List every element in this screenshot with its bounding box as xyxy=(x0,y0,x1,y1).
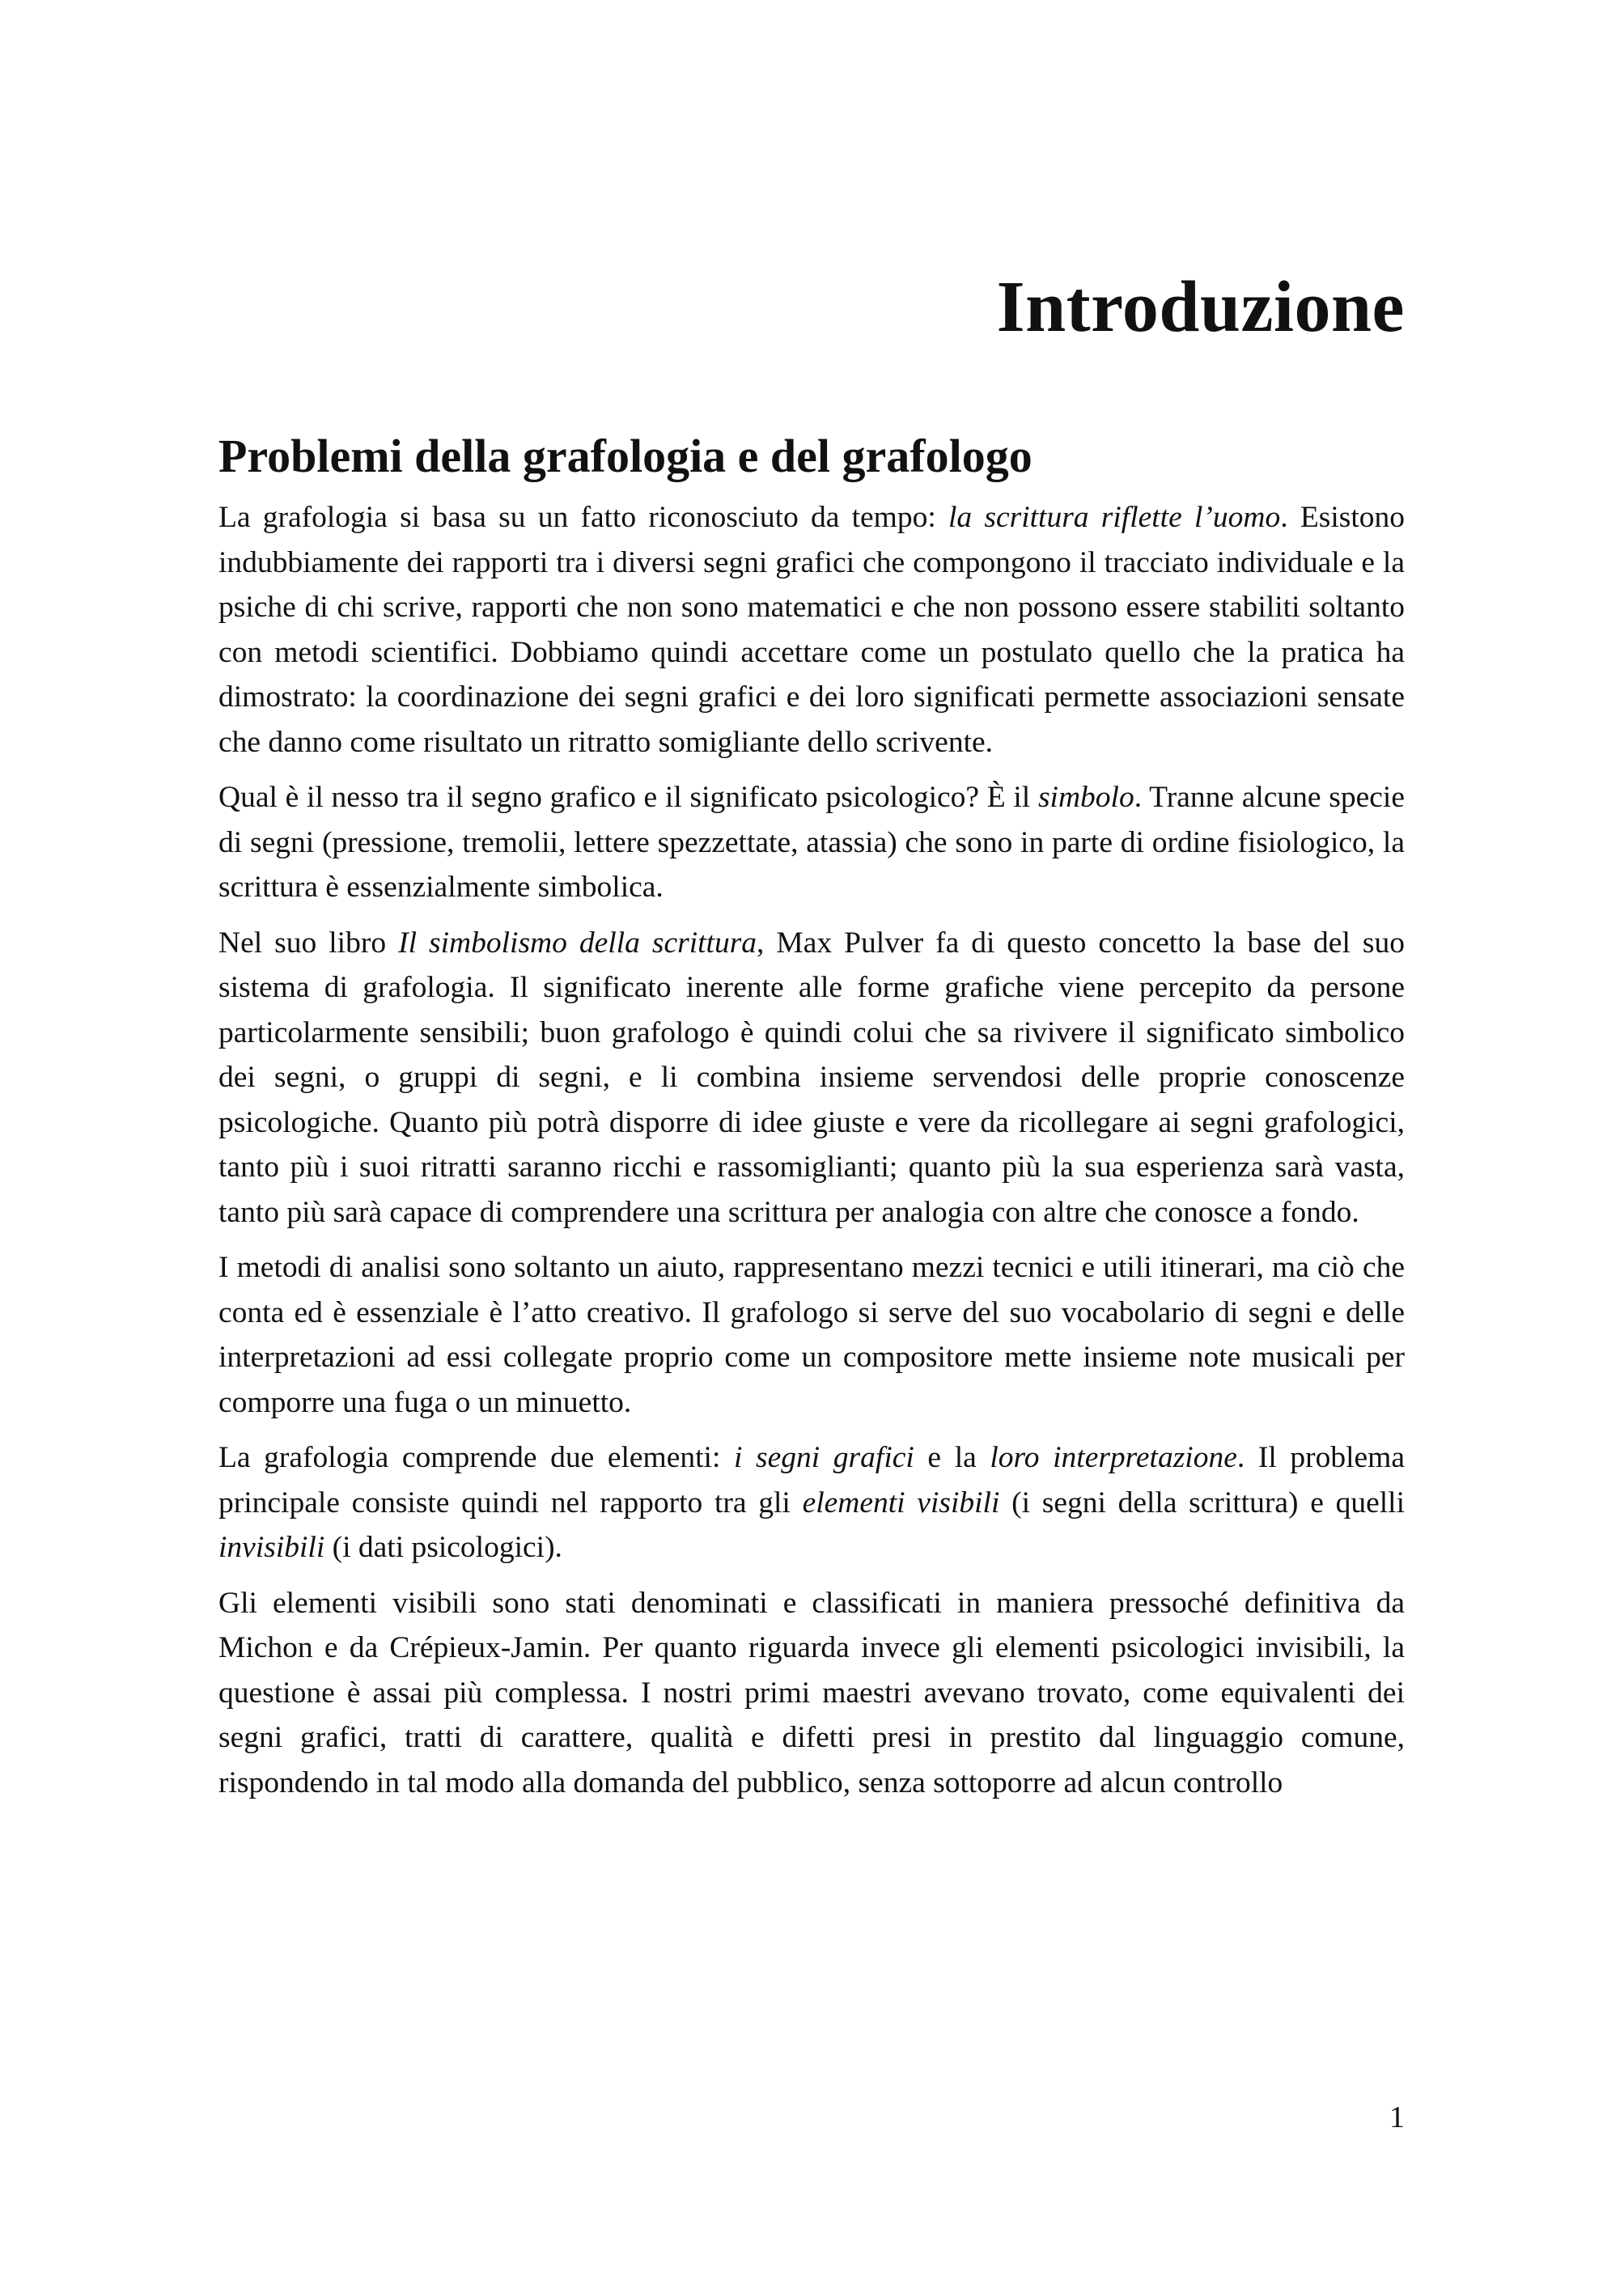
text-run: . Esistono indubbiamente dei rapporti tra i diversi segni grafici che compongono il tracciato individuale e la psiche di chi scrive, rapporti che non sono matematici e che non possono essere stabiliti soltanto con metodi scientifici. Dobbiamo quindi accettare come un postulato quello che la pratica ha dimostrato: la coordinazione dei segni grafici e dei loro significati permette associazioni sensate che danno come risultato un ritratto somigliante dello scrivente. xyxy=(218,501,1405,759)
italic-text: loro interpretazione xyxy=(990,1441,1237,1474)
text-run: Qual è il nesso tra il segno grafico e il significato psicologico? È il xyxy=(218,781,1038,814)
text-run: Gli elementi visibili sono stati denominati e classificati in maniera pressoché definitiva da Michon e da Crépieux-Jamin. Per quanto riguarda invece gli elementi psicologici invisibili, la questione è assai più complessa. I nostri primi maestri avevano trovato, come equivalenti dei segni grafici, tratti di carattere, qualità e difetti presi in prestito dal linguaggio comune, rispondendo in tal modo alla domanda del pubblico, senza sottoporre ad alcun controllo xyxy=(218,1586,1405,1799)
paragraph xyxy=(218,495,1405,765)
text-run: Nel suo libro xyxy=(218,926,399,960)
paragraph xyxy=(218,1435,1405,1570)
text-run: , Max Pulver fa di questo concetto la base del suo sistema di grafologia. Il significato inerente alle forme grafiche viene percepito da persone particolarmente sensibili; buon grafologo è quindi colui che sa rivivere il significato simbolico dei segni, o gruppi di segni, e li combina insieme servendosi delle proprie conoscenze psicologiche. Quanto più potrà disporre di idee giuste e vere da ricollegare ai segni grafologici, tanto più i suoi ritratti saranno ricchi e rassomiglianti; quanto più la sua esperienza sarà vasta, tanto più sarà capace di comprendere una scrittura per analogia con altre che conosce a fondo. xyxy=(218,926,1405,1229)
document-page xyxy=(218,0,1405,2293)
text-run: e la xyxy=(914,1441,990,1474)
text-run: I metodi di analisi sono soltanto un aiuto, rappresentano mezzi tecnici e utili itinerari, ma ciò che conta ed è essenziale è l’atto creativo. Il grafologo si serve del suo vocabolario di segni e delle interpretazioni ad essi collegate proprio come un compositore mette insieme note musicali per comporre una fuga o un minuetto. xyxy=(218,1251,1405,1419)
chapter-title: Introduzione xyxy=(996,267,1405,347)
italic-text: invisibili xyxy=(218,1531,325,1564)
paragraph xyxy=(218,775,1405,910)
section-title: Problemi della grafologia e del grafologo xyxy=(218,430,1032,482)
paragraph xyxy=(218,1581,1405,1806)
text-run: . Il problema principale consiste quindi nel rapporto tra gli xyxy=(218,1441,1405,1519)
text-run: La grafologia comprende due elementi: xyxy=(218,1441,734,1474)
text-run: . Tranne alcune specie di segni (pressione, tremolii, lettere spezzettate, atassia) che sono in parte di ordine fisiologico, la scrittura è essenzialmente simbolica. xyxy=(218,781,1405,904)
italic-text: i segni grafici xyxy=(734,1441,914,1474)
text-run: La grafologia si basa su un fatto riconosciuto da tempo: xyxy=(218,501,948,534)
paragraph xyxy=(218,921,1405,1236)
body-text xyxy=(218,495,1405,1816)
italic-text: Il simbolismo della scrittura xyxy=(398,926,757,960)
italic-text: simbolo xyxy=(1037,781,1134,814)
italic-text: elementi visibili xyxy=(802,1486,1000,1519)
paragraph xyxy=(218,1245,1405,1425)
page-number: 1 xyxy=(1389,2100,1405,2134)
text-run: (i dati psicologici). xyxy=(324,1531,562,1564)
text-run: (i segni della scrittura) e quelli xyxy=(999,1486,1405,1519)
italic-text: la scrittura riflette l’uomo xyxy=(948,501,1281,534)
